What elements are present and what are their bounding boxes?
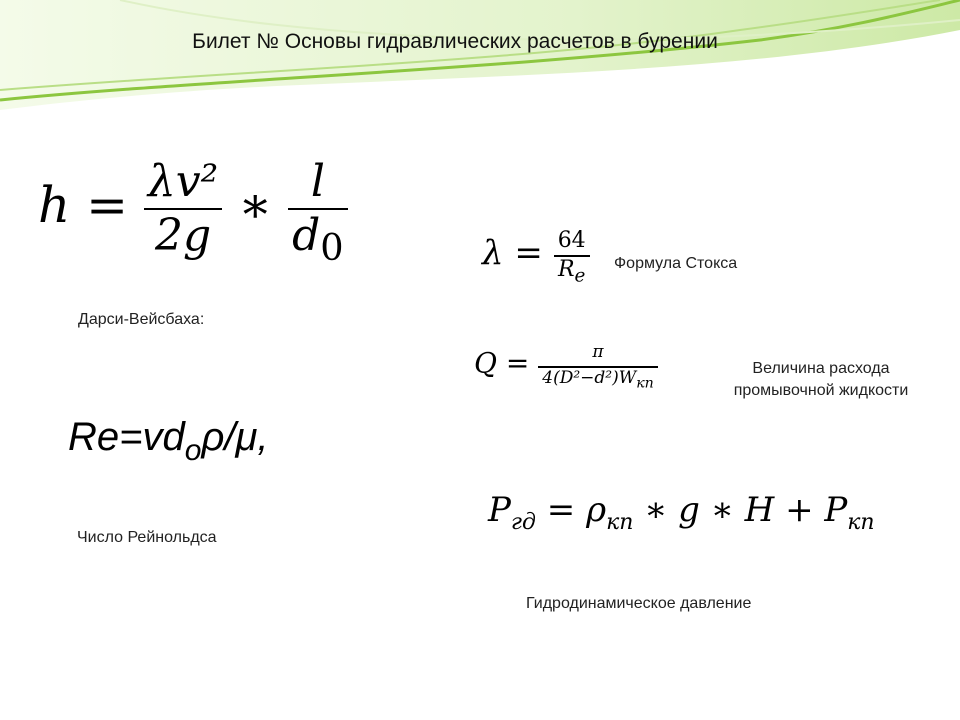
darcy-label: Дарси-Вейсбаха: bbox=[78, 311, 205, 328]
lambda-fraction: $\frac{64}{R_e}$ bbox=[554, 228, 590, 282]
hydro-label: Гидродинамическое давление bbox=[526, 595, 752, 612]
darcy-fraction-1: $\frac{\text{λv²}}{2g}$ bbox=[144, 160, 222, 258]
darcy-formula: h = $\frac{\text{λv²}}{2g}$ ∗ $\frac{l}{d_0}$ bbox=[38, 160, 348, 258]
flow-label bbox=[716, 360, 926, 400]
darcy-fraction-2: $\frac{l}{d_0}$ bbox=[288, 160, 348, 258]
flow-label-line1: Величина расхода bbox=[752, 360, 890, 377]
reynolds-label: Число Рейнольдса bbox=[77, 529, 217, 546]
lambda-formula: λ = $\frac{64}{R_e}$ bbox=[482, 228, 590, 282]
pressure-formula: $P_{гд} = \rho_{кп}$ ∗ g ∗ $H + P_{кп}$ bbox=[488, 490, 875, 535]
header-decoration bbox=[0, 0, 960, 110]
page-title: Билет № Основы гидравлических расчетов в бурении bbox=[192, 30, 718, 53]
reynolds-formula: $Re=vd_o\rho/\mu$, bbox=[68, 415, 269, 467]
flow-fraction: $\frac{\pi}{4(D^2-d^2)W_{кп}}$ bbox=[538, 342, 658, 388]
flow-label-line2: промывочной жидкости bbox=[733, 382, 909, 399]
stokes-label: Формула Стокса bbox=[614, 255, 738, 272]
flow-formula: Q = $\frac{\pi}{4(D^2-d^2)W_{кп}}$ bbox=[474, 342, 658, 388]
